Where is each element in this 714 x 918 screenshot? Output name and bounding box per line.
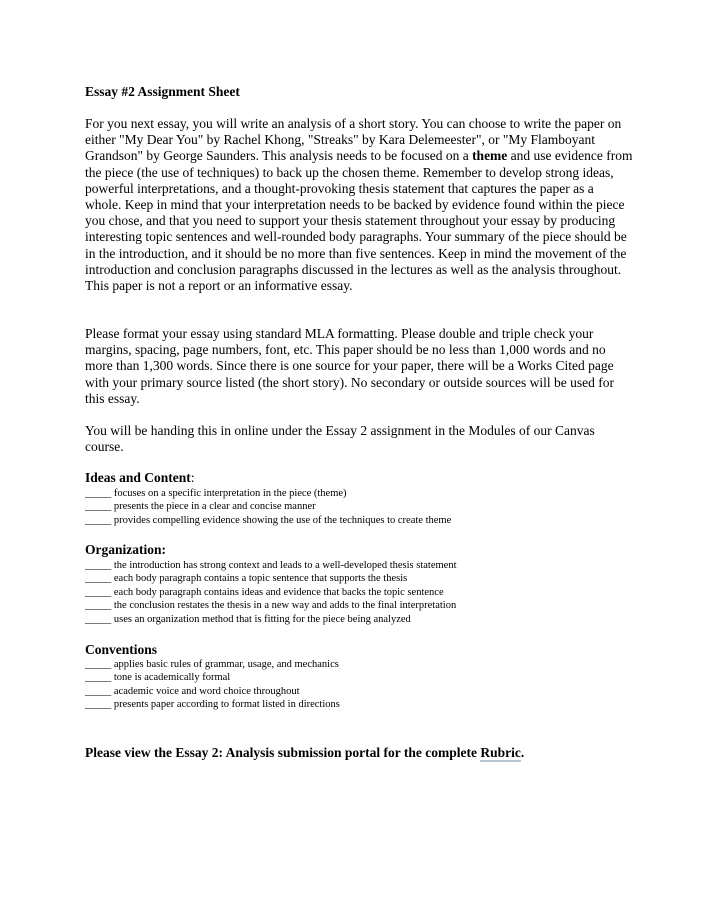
submission-paragraph: You will be handing this in online under the Essay 2 assignment in the Modules of our Canvas course. (85, 423, 595, 455)
ideas-heading-colon: : (190, 470, 195, 485)
checklist-item: _____ presents paper according to format listed in directions (85, 699, 340, 711)
checklist-item: _____ each body paragraph contains a topic sentence that supports the thesis (85, 573, 408, 585)
checklist-item: _____ the introduction has strong context and leads to a well-developed thesis statement (85, 560, 457, 571)
rubric-note-period: . (520, 745, 525, 760)
intro-text-before: For you next essay, you will write an analysis of a short story. You can choose to write the paper on either "My Dear You" by Rachel Khong, "Streaks" by Kara Delemeester", or "My Flamboyant Grandson" by George Saunders. This analysis needs to be focused on a (85, 116, 622, 164)
checklist-item: _____ applies basic rules of grammar, usage, and mechanics (85, 659, 339, 670)
rubric-note-text: Please view the Essay 2: Analysis submission portal for the complete (85, 745, 481, 760)
ideas-checklist (85, 487, 451, 527)
checklist-item: _____ provides compelling evidence showing the use of the techniques to create theme (85, 514, 452, 526)
ideas-heading-text: Ideas and Content (85, 470, 191, 485)
checklist-item: _____ presents the piece in a clear and concise manner (85, 501, 316, 513)
conventions-heading: Conventions (85, 642, 158, 657)
conventions-checklist (85, 658, 340, 712)
theme-emphasis: theme (472, 148, 508, 164)
checklist-item: _____ uses an organization method that is fitting for the piece being analyzed (85, 613, 411, 625)
checklist-item: _____ focuses on a specific interpretation in the piece (theme) (85, 488, 347, 499)
intro-text-after: and use evidence from the piece (the use of techniques) to back up the chosen theme. Remember to develop strong ideas, powerful interpretations, and a thought-provoking thesis statement that captures the paper as a whole. Keep in mind that your interpretation needs to be backed by evidence found within the piece you chose, and that you need to support your thesis statement throughout your essay by producing interesting topic sentences and well-rounded body paragraphs. Your summary of the piece should be in the introduction, and it should be no more than five sentences. Keep in mind the movement of the introduction and conclusion paragraphs discussed in the lectures as well as the analysis throughout. This paper is not a report or an informative essay. (85, 148, 633, 294)
checklist-item: _____ the conclusion restates the thesis in a new way and adds to the final interpretation (85, 600, 457, 612)
intro-paragraph (85, 116, 633, 294)
ideas-content-heading (85, 470, 195, 486)
organization-checklist (85, 559, 457, 626)
rubric-note (85, 745, 524, 761)
rubric-link[interactable]: Rubric (480, 745, 521, 760)
checklist-item: _____ each body paragraph contains ideas and evidence that backs the topic sentence (85, 586, 444, 598)
format-paragraph: Please format your essay using standard MLA formatting. Please double and triple check your margins, spacing, page numbers, font, etc. This paper should be no less than 1,000 words and no more than 1,300 words. Since there is one source for your paper, there will be a Works Cited page with your primary source listed (the short story). No secondary or outside sources will be used for this essay. (85, 326, 615, 406)
organization-heading: Organization: (85, 542, 166, 557)
checklist-item: _____ tone is academically formal (85, 672, 231, 684)
document-title: Essay #2 Assignment Sheet (85, 84, 240, 99)
checklist-item: _____ academic voice and word choice throughout (85, 685, 300, 697)
